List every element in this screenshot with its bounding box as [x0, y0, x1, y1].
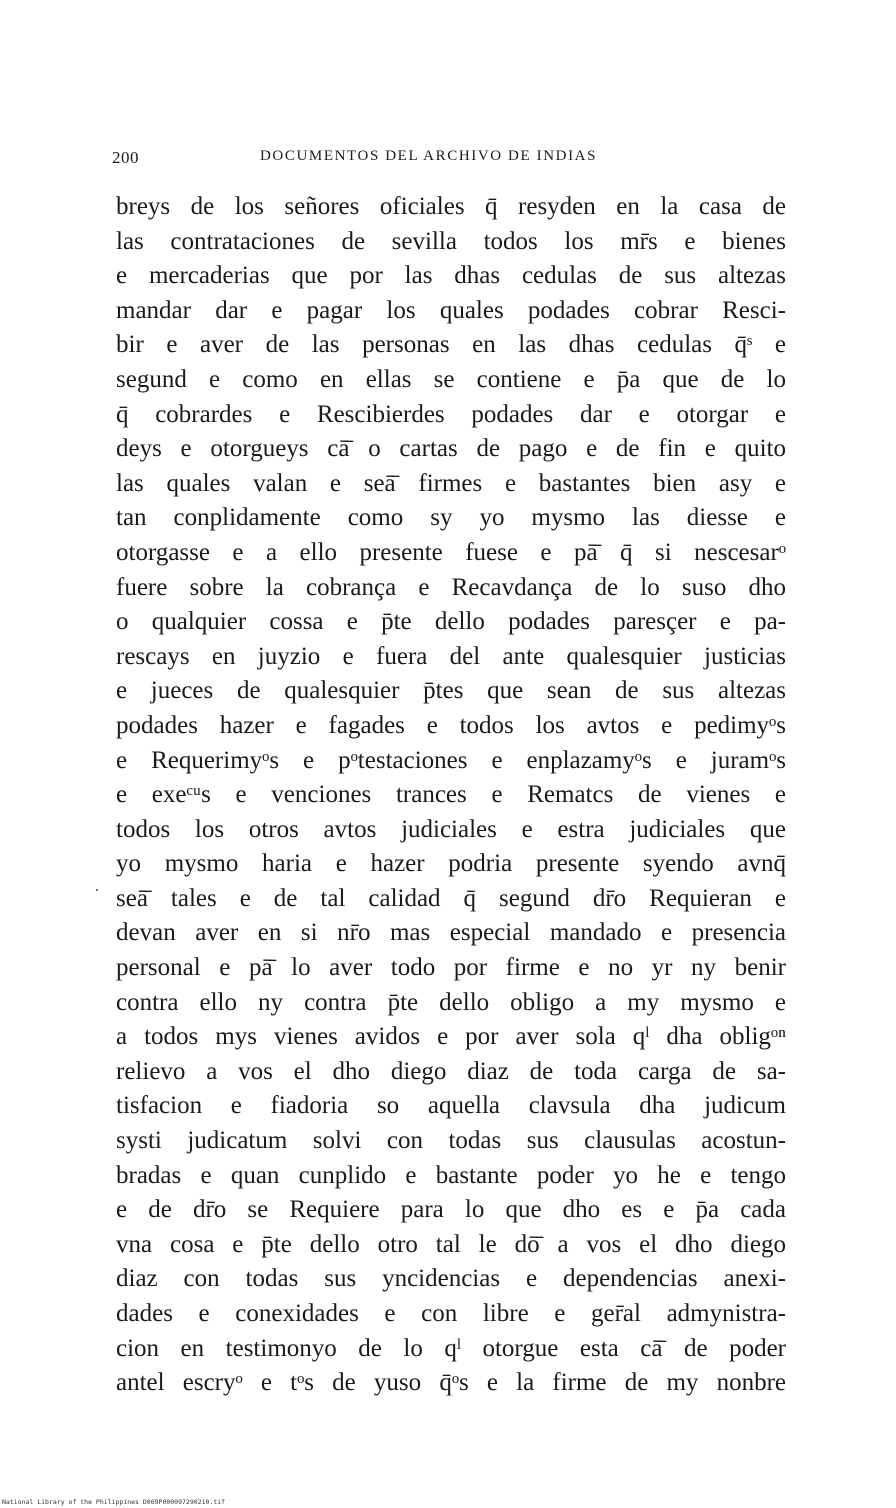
text-line: contra ello ny contra p̄te dello obligo a my mysmo e: [116, 988, 786, 1016]
page-number: 200: [112, 148, 139, 167]
text-line: todos los otros avtos judiciales e estra judiciales que: [116, 815, 786, 843]
text-line: bir e aver de las personas en las dhas cedulas q̄ˢ e: [116, 331, 786, 359]
text-line: devan aver en si nr̄o mas especial mandado e presencia: [116, 919, 786, 947]
text-line: tisfacion e fiadoria so aquella clavsula dha judicum: [116, 1092, 786, 1120]
running-title: DOCUMENTOS DEL ARCHIVO DE INDIAS: [260, 148, 598, 164]
text-line: otorgasse e a ello presente fuese e pā̄ q̄ si nescesarᵒ: [116, 538, 786, 566]
text-line: mandar dar e pagar los quales podades cobrar Resci-: [116, 296, 786, 324]
text-line: las quales valan e seā̄ firmes e bastantes bien asy e: [116, 469, 786, 497]
text-line: rescays en juyzio e fuera del ante qualesquier justicias: [116, 642, 786, 670]
text-line: diaz con todas sus yncidencias e dependencias anexi-: [116, 1265, 786, 1293]
text-line: segund e como en ellas se contiene e p̄a que de lo: [116, 365, 786, 393]
text-line: relievo a vos el dho diego diaz de toda carga de sa-: [116, 1057, 786, 1085]
body-text: [116, 190, 786, 1401]
text-line: cion en testimonyo de lo qˡ otorgue esta cā̄ de poder: [116, 1334, 786, 1362]
page-header: [112, 148, 784, 172]
text-line: e exeᶜᵘs e venciones trances e Rematcs de vienes e: [116, 781, 786, 809]
text-line: q̄ cobrardes e Rescibierdes podades dar e otorgar e: [116, 400, 786, 428]
text-line: o qualquier cossa e p̄te dello podades paresçer e pa-: [116, 608, 786, 636]
text-line: breys de los señores oficiales q̄ resyden en la casa de: [116, 193, 786, 220]
text-line: yo mysmo haria e hazer podria presente syendo avnq̄: [116, 850, 786, 878]
text-line: personal e pā̄ lo aver todo por firme e no yr ny benir: [116, 954, 786, 982]
text-line: tan conplidamente como sy yo mysmo las diesse e: [116, 504, 786, 532]
text-line: e Requerimyᵒs e pᵒtestaciones e enplazamyᵒs e juramᵒs: [116, 746, 786, 774]
text-line: e de dr̄o se Requiere para lo que dho es e p̄a cada: [116, 1196, 786, 1224]
text-line: seā̄ tales e de tal calidad q̄ segund dr̄o Requieran e: [116, 884, 786, 912]
text-line: e jueces de qualesquier p̄tes que sean de sus altezas: [116, 677, 786, 705]
text-line: e mercaderias que por las dhas cedulas de sus altezas: [116, 262, 786, 290]
scan-footer-stamp: National Library of the Philippines D069P000097290210.tif: [2, 1498, 226, 1506]
text-line: systi judicatum solvi con todas sus clausulas acostun-: [116, 1127, 786, 1155]
text-line: antel escryᵒ e tᵒs de yuso q̄ᵒs e la firme de my nonbre: [116, 1369, 786, 1397]
text-line: fuere sobre la cobrança e Recavdança de lo suso dho: [116, 573, 786, 601]
text-line: bradas e quan cunplido e bastante poder yo he e tengo: [116, 1161, 786, 1189]
text-line: dades e conexidades e con libre e ger̄al admynistra-: [116, 1300, 786, 1327]
text-line: las contrataciones de sevilla todos los mr̄s e bienes: [116, 227, 786, 255]
margin-mark: ·: [94, 880, 100, 900]
text-line: deys e otorgueys cā̄ o cartas de pago e de fin e quito: [116, 435, 786, 463]
text-line: a todos mys vienes avidos e por aver sola qˡ dha obligᵒⁿ: [116, 1023, 786, 1051]
text-line: vna cosa e p̄te dello otro tal le dō̄ a vos el dho diego: [116, 1230, 786, 1258]
text-line: podades hazer e fagades e todos los avtos e pedimyᵒs: [116, 711, 786, 739]
